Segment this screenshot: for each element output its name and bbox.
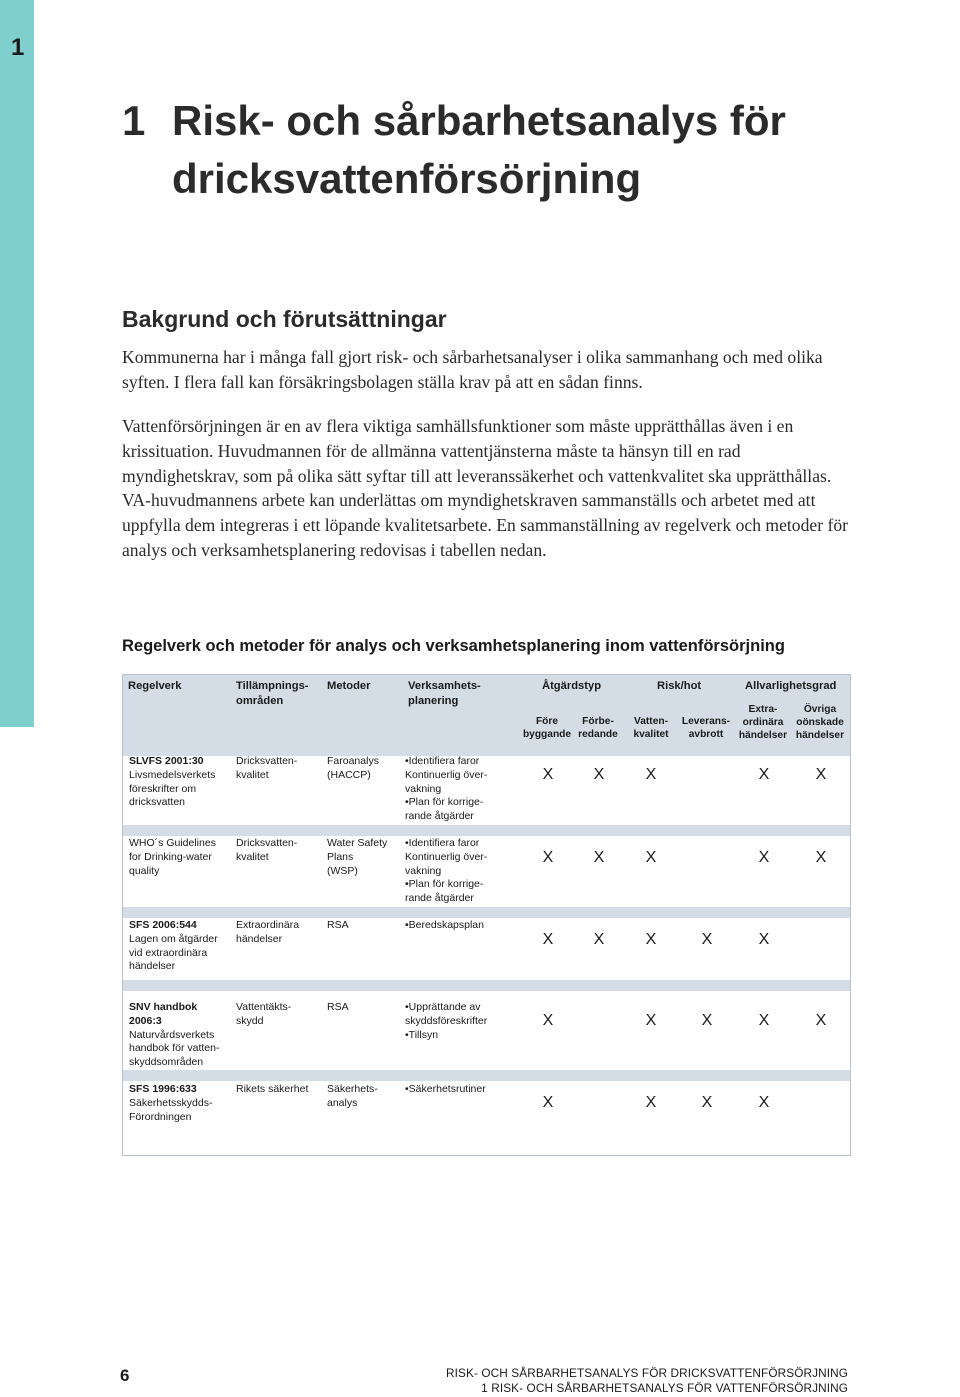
subheader-forebyggande: Före byggande [522, 716, 572, 740]
header-verksamhetsplanering: Verksamhets- planering [408, 680, 481, 707]
row-2-verksamhet: •Identifiera faror Kontinuerlig över- vakning •Plan för korrige- rande åtgärder [405, 837, 488, 905]
table-separator-band [123, 907, 850, 918]
row-2-tillampning: Dricksvatten- kvalitet [236, 837, 298, 863]
table-heading: Regelverk och metoder för analys och verksamhetsplanering inom vattenförsörjning [122, 637, 785, 655]
row-2-metoder: Water Safety Plans (WSP) [327, 837, 388, 877]
footer-line-2: 1 RISK- OCH SÅRBARHETSANALYS FÖR VATTENFÖRSÖRJNING [481, 1381, 848, 1395]
row-5-verksamhet: •Säkerhetsrutiner [405, 1083, 486, 1095]
table-separator-band [123, 825, 850, 836]
subheader-extraordinara: Extra- ordinära händelser [738, 704, 788, 741]
row-1-verksamhet: •Identifiera faror Kontinuerlig över- vakning •Plan för korrige- rande åtgärder [405, 755, 488, 823]
table-mark-x: X [542, 849, 554, 866]
table-mark-x: X [542, 931, 554, 948]
table-separator-band [123, 1070, 850, 1081]
table-mark-x: X [645, 931, 657, 948]
row-1-regelverk [129, 755, 215, 810]
subheader-ovriga: Övriga oönskade händelser [795, 704, 845, 741]
subheader-leveransavbrott: Leverans- avbrott [681, 716, 731, 740]
section-heading: Bakgrund och förutsättningar [122, 306, 447, 332]
chapter-number: 1 [122, 97, 146, 144]
header-regelverk: Regelverk [128, 680, 182, 692]
table-mark-x: X [815, 849, 827, 866]
row-4-regelverk [129, 1001, 219, 1070]
row-4-regelverk-text: Naturvårdsverkets handbok för vatten- skyddsområden [129, 1028, 220, 1069]
row-5-regelverk [129, 1083, 212, 1124]
table-mark-x: X [542, 1094, 554, 1111]
row-5-metoder: Säkerhets- analys [327, 1083, 378, 1109]
row-3-regelverk-text: Lagen om åtgärder vid extraordinära händelser [129, 932, 218, 973]
row-2-regelverk: WHO´s Guidelines for Drinking-water quality [129, 837, 216, 877]
row-3-tillampning: Extraordinära händelser [236, 919, 300, 945]
row-3-metoder: RSA [327, 919, 349, 931]
row-5-tillampning: Rikets säkerhet [236, 1083, 309, 1095]
header-risk-hot: Risk/hot [657, 680, 702, 692]
header-metoder: Metoder [327, 680, 371, 692]
row-1-regelverk-text: Livsmedelsverkets föreskrifter om dricksvatten [129, 768, 216, 809]
regelverk-table [122, 674, 851, 1156]
side-tab-number: 1 [11, 34, 25, 61]
table-mark-x: X [542, 1012, 554, 1029]
chapter-title [122, 92, 922, 208]
table-mark-x: X [701, 1012, 713, 1029]
row-4-code: SNV handbok 2006:3 [129, 1001, 198, 1027]
page-number: 6 [120, 1366, 130, 1385]
page-footer [446, 1366, 848, 1396]
paragraph-2: Vattenförsörjningen är en av flera viktiga samhällsfunktioner som måste upprätthållas även i en krissituation. Huvudmannen för de allmänna vattentjänsterna måste ta hänsyn till en rad myndighetskrav, som på olika sätt syftar till att leveranssäkerhet och vattenkvalitet ska upprätthållas. VA-huvudmannens arbete kan underlättas om myndighetskraven sammanställs och arbetet med att uppfylla dem integreras i ett löpande kvalitetsarbete. En sammanställning av regelverk och metoder för analys och verksamhetsplanering redovisas i tabellen nedan. [122, 416, 848, 560]
chapter-title-line2: dricksvattenförsörjning [172, 155, 642, 202]
row-4-tillampning: Vattentäkts- skydd [236, 1001, 292, 1027]
header-tillampningsomraden: Tillämpnings- områden [236, 680, 309, 707]
table-mark-x: X [701, 1094, 713, 1111]
table-mark-x: X [758, 766, 770, 783]
row-5-regelverk-text: Säkerhetsskydds- Förordningen [129, 1096, 213, 1123]
row-1-code: SLVFS 2001:30 [129, 755, 204, 767]
row-1-metoder: Faroanalys (HACCP) [327, 755, 379, 781]
table-mark-x: X [645, 766, 657, 783]
table-mark-x: X [542, 766, 554, 783]
table-mark-x: X [758, 1094, 770, 1111]
header-atgardstyp: Åtgärdstyp [542, 680, 602, 692]
header-allvarlighetsgrad: Allvarlighetsgrad [745, 680, 837, 692]
chapter-title-line1: Risk- och sårbarhetsanalys för [172, 97, 786, 144]
row-3-code: SFS 2006:544 [129, 919, 197, 931]
table-mark-x: X [758, 849, 770, 866]
row-3-verksamhet: •Beredskapsplan [405, 919, 484, 931]
table-mark-x: X [593, 849, 605, 866]
table-mark-x: X [593, 766, 605, 783]
table-mark-x: X [758, 1012, 770, 1029]
table-mark-x: X [645, 849, 657, 866]
table-separator-band [123, 980, 850, 991]
table-mark-x: X [645, 1094, 657, 1111]
row-4-verksamhet: •Upprättande av skyddsföreskrifter •Tillsyn [405, 1001, 488, 1041]
row-3-regelverk [129, 919, 218, 974]
row-5-code: SFS 1996:633 [129, 1083, 197, 1095]
footer-line-1: RISK- OCH SÅRBARHETSANALYS FÖR DRICKSVATTENFÖRSÖRJNING [446, 1366, 848, 1380]
table-mark-x: X [593, 931, 605, 948]
table-mark-x: X [815, 1012, 827, 1029]
subheader-forberedande: Förbe- redande [578, 716, 618, 740]
paragraph-1: Kommunerna har i många fall gjort risk- och sårbarhetsanalyser i olika sammanhang och med olika syften. I flera fall kan försäkringsbolagen ställa krav på att en sådan finns. [122, 347, 823, 392]
table-mark-x: X [701, 931, 713, 948]
row-1-tillampning: Dricksvatten- kvalitet [236, 755, 298, 781]
subheader-vattenkvalitet: Vatten- kvalitet [633, 716, 669, 740]
row-4-metoder: RSA [327, 1001, 349, 1013]
table-mark-x: X [758, 931, 770, 948]
table-mark-x: X [645, 1012, 657, 1029]
table-mark-x: X [815, 766, 827, 783]
chapter-side-tab [0, 0, 34, 727]
